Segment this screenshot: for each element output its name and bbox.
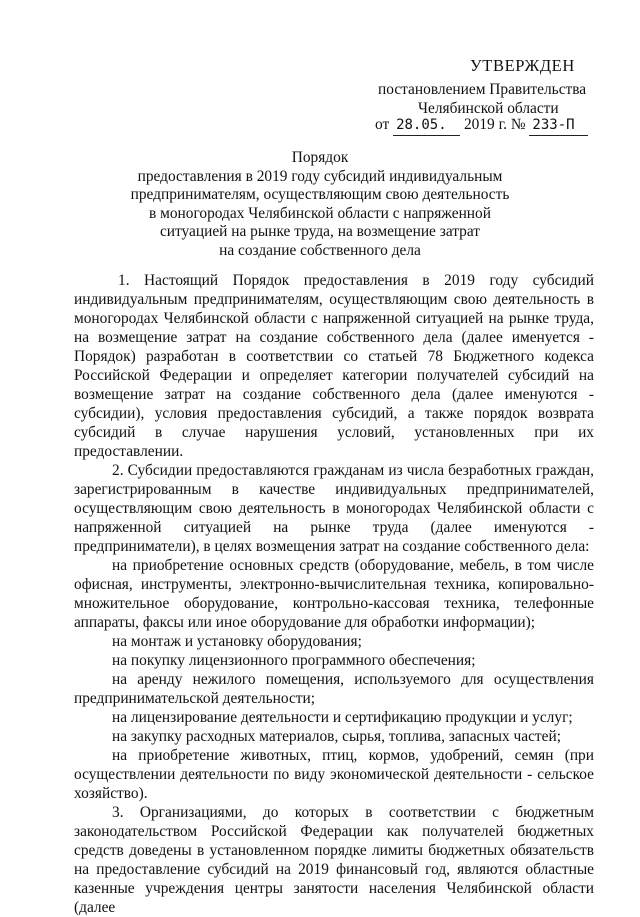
title-line: ситуацией на рынке труда, на возмещение затрат	[159, 223, 481, 240]
paragraph-1: 1. Настоящий Порядок предоставления в 2019 году субсидий индивидуальным предпринимателям, осуществляющим свою деятельность в моногородах Челябинской области с напряженной ситуацией на рынке труда, на возмещение затрат на создание собственного дела (далее именуется - Порядок) разработан в соответствии со статьей 78 Бюджетного кодекса Российской Федерации и определяет категории получателей субсидий на возмещение затрат на создание собственного дела (далее именуются - субсидии), условия предоставления субсидий, а также порядок возврата субсидий в случае нарушения условий, установленных при их предоставлении.	[74, 272, 594, 460]
title-line: в моногородах Челябинской области с напряженной	[149, 204, 491, 222]
approval-date-line	[375, 115, 588, 136]
approval-title: УТВЕРЖДЕН	[470, 56, 575, 75]
approval-region: Челябинской области	[418, 100, 559, 117]
list-item: на закупку расходных материалов, сырья, топлива, запасных частей;	[112, 728, 561, 745]
list-item: на лицензирование деятельности и сертификацию продукции и услуг;	[112, 709, 573, 726]
number-label: №	[510, 116, 526, 133]
document-title	[100, 149, 540, 260]
title-heading: Порядок	[291, 149, 349, 166]
list-item: на приобретение животных, птиц, кормов, удобрений, семян (при осуществлении деятельности по виду экономической деятельности - сельское хозяйство).	[74, 747, 594, 802]
paragraph-3: 3. Организациями, до которых в соответствии с бюджетным законодательством Российской Федерации как получателей бюджетных средств доведены в установленном порядке лимиты бюджетных обязательств на предоставление субсидий на 2019 финансовый год, являются областные казенные учреждения центры занятости населения Челябинской области (далее	[74, 804, 594, 916]
paragraph-2: 2. Субсидии предоставляются гражданам из числа безработных граждан, зарегистрированным в качестве индивидуальных предпринимателей, осуществляющим свою деятельность в моногородах Челябинской области с напряженной ситуацией на рынке труда (далее именуются - предприниматели), в целях возмещения затрат на создание собственного дела:	[74, 462, 594, 555]
title-line: предпринимателям, осуществляющим свою деятельность	[130, 186, 510, 203]
approval-number: 233-П	[529, 116, 588, 136]
list-item: на приобретение основных средств (оборудование, мебель, в том числе офисная, инструменты, электронно-вычислительная техника, копировально-множительное оборудование, контрольно-кассовая техника, телефонные аппараты, факсы или иное оборудование для обработки информации);	[74, 557, 594, 631]
document-body	[74, 271, 594, 917]
list-item: на монтаж и установку оборудования;	[112, 633, 362, 650]
approval-authority: постановлением Правительства	[378, 81, 587, 98]
title-line: на создание собственного дела	[219, 241, 421, 259]
list-item: на покупку лицензионного программного обеспечения;	[112, 652, 476, 669]
approval-date: 28.05.	[393, 116, 460, 136]
list-item: на аренду нежилого помещения, используемого для осуществления предпринимательской деятельности;	[74, 671, 594, 707]
title-line: предоставления в 2019 году субсидий индивидуальным	[137, 167, 503, 185]
approval-year: 2019 г.	[463, 116, 507, 133]
date-prefix: от	[375, 116, 390, 133]
